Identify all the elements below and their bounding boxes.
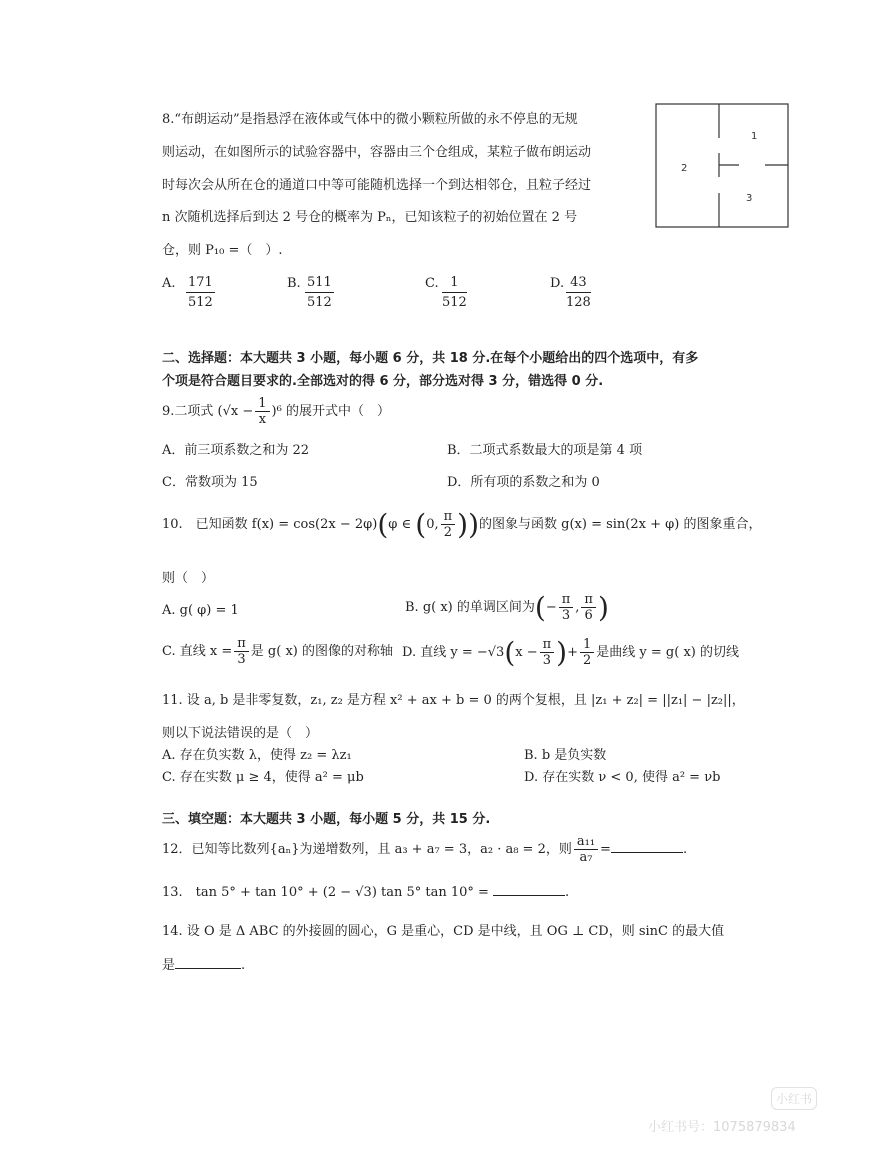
q10-option-b-num-2: π: [581, 592, 596, 608]
q10-stem-post: 的图象与函数 g(x) = sin(2x + φ) 的图象重合，: [479, 517, 762, 532]
q12-fraction-num: a₁₁: [574, 834, 598, 850]
q9-option-b: B．二项式系数最大的项是第 4 项: [447, 443, 643, 458]
q14-stem-line-2: [162, 954, 245, 973]
q10-option-b-den-1: 3: [561, 608, 571, 623]
q10-cond-fraction: [441, 509, 456, 540]
q10-cond-b: 0,: [426, 517, 439, 532]
q12-fraction: [574, 834, 598, 865]
q12-fraction-den: a₇: [579, 850, 593, 865]
q10-cond-den: 2: [443, 525, 452, 540]
q10-stem: 10. 已知函数 f(x) = cos(2x − 2φ)(φ ∈ (0, $\frac{\pi}{2}$ ))的图象与函数 g(x) = sin(2x + φ) 的图象重合，: [162, 508, 762, 541]
q8-option-b-den: 512: [307, 295, 332, 310]
q13-stem: [162, 881, 569, 900]
q8-option-c-den: 512: [442, 295, 467, 310]
q8-p10: P₁₀ =（ ）.: [205, 243, 283, 258]
q11-option-a: A. 存在负实数 λ，使得 z₂ = λz₁: [162, 748, 352, 763]
q8-line-4: n 次随机选择后到达 2 号仓的概率为 Pₙ，已知该粒子的初始位置在 2 号: [162, 210, 578, 225]
section-2-header-line-2: 个项是符合题目要求的.全部选对的得 6 分，部分选对得 3 分，错选得 0 分.: [162, 374, 604, 389]
q11-stem-line-2: 则以下说法错误的是（ ）: [162, 726, 319, 741]
q10-option-b-frac-1: [559, 592, 574, 623]
q8-option-d-num: 43: [566, 274, 591, 293]
q10-cond-num: π: [441, 509, 456, 525]
q8-line-5: [162, 239, 282, 258]
q13-end: .: [564, 885, 570, 900]
watermark-logo: 小红书: [771, 1087, 817, 1110]
q10-option-c-pre: C. 直线 x =: [162, 644, 233, 659]
q11-option-c: C. 存在实数 μ ≥ 4，使得 a² = μb: [162, 770, 364, 785]
q10-option-d-post: 是曲线 y = g( x) 的切线: [596, 645, 739, 660]
watermark-id: 小红书号：1075879834: [648, 1120, 796, 1135]
q10-option-b: B. g( x) 的单调区间为(− $\frac{\pi}{3}$ , $\frac{\pi}{6}$ ): [405, 591, 609, 624]
q10-option-b-pre: B. g( x) 的单调区间为: [405, 600, 535, 615]
q14-answer-blank[interactable]: [175, 956, 241, 969]
q10-option-d-pre: D. 直线 y = −√3: [402, 645, 505, 660]
q10-option-d-frac-2: [580, 637, 594, 668]
q10-option-d-plus: +: [567, 645, 578, 660]
q14-end: .: [241, 958, 246, 973]
chamber-3-label: 3: [746, 193, 753, 204]
q10-option-d-mid: x −: [515, 645, 538, 660]
q8-option-d-den: 128: [566, 295, 591, 310]
q9-fraction: [255, 396, 269, 427]
chamber-1-label: 1: [751, 131, 758, 142]
q8-line-3: 时每次会从所在仓的通道口中等可能随机选择一个到达相邻仓，且粒子经过: [162, 178, 592, 193]
q13-answer-blank[interactable]: [493, 883, 565, 896]
q11-stem-line-1: 11. 设 a, b 是非零复数，z₁, z₂ 是方程 x² + ax + b = 0 的两个复根，且 |z₁ + z₂| = ||z₁| − |z₂||，: [162, 693, 745, 708]
q8-option-c-num: 1: [442, 274, 467, 293]
q10-option-d-num: π: [540, 637, 555, 653]
q8-line-1: 8.“布朗运动”是指悬浮在液体或气体中的微小颗粒所做的永不停息的无规: [162, 112, 578, 127]
q9-stem-pre: 9.二项式 (√x −: [162, 404, 254, 419]
q8-option-a-letter: A.: [162, 276, 176, 291]
q8-option-c-fraction: [442, 274, 467, 313]
q9-option-d: D．所有项的系数之和为 0: [447, 475, 600, 490]
q10-then: 则（ ）: [162, 571, 215, 586]
q8-option-d-letter: D.: [550, 276, 565, 291]
q12-stem-pre: 12．已知等比数列{aₙ}为递增数列，且 a₃ + a₇ = 3，a₂ · a₈ = 2，则: [162, 842, 572, 857]
q10-option-d-den-2: 2: [583, 653, 592, 668]
q10-option-d-frac: [540, 637, 555, 668]
q11-option-d: D. 存在实数 ν < 0, 使得 a² = νb: [524, 770, 721, 785]
q10-option-c: [162, 636, 393, 667]
q10-option-c-num: π: [234, 636, 249, 652]
q10-option-c-post: 是 g( x) 的图像的对称轴: [250, 644, 393, 659]
q14-line-2-text: 是: [162, 958, 176, 973]
q10-option-d: D. 直线 y = −√3(x − $\frac{\pi}{3}$ )+ $\frac{1}{2}$ 是曲线 y = g( x) 的切线: [402, 636, 739, 669]
q10-option-a: A. g( φ) = 1: [162, 603, 239, 618]
q14-stem-line-1: 14. 设 O 是 Δ ABC 的外接圆的圆心，G 是重心，CD 是中线，且 OG ⊥ CD，则 sinC 的最大值: [162, 924, 725, 939]
q9-option-a: A．前三项系数之和为 22: [162, 443, 310, 458]
q10-option-b-num-1: π: [559, 592, 574, 608]
q10-option-d-den: 3: [542, 653, 552, 668]
q10-stem-pre: 10. 已知函数 f(x) = cos(2x − 2φ): [162, 517, 378, 532]
q9-stem: [162, 396, 390, 427]
q8-option-b-num: 511: [305, 274, 334, 293]
chamber-diagram: [655, 103, 789, 228]
q10-option-b-frac-2: [581, 592, 596, 623]
chamber-2-label: 2: [681, 163, 688, 174]
q9-fraction-num: 1: [255, 396, 269, 412]
q12-end: .: [682, 842, 688, 857]
q8-option-c-letter: C.: [425, 276, 439, 291]
q10-option-d-num-2: 1: [580, 637, 594, 653]
q12-equals: =: [600, 842, 611, 857]
q8-option-b-letter: B.: [287, 276, 301, 291]
q8-line-2: 则运动，在如图所示的试验容器中，容器由三个仓组成，某粒子做布朗运动: [162, 145, 592, 160]
q8-option-a-fraction: [186, 274, 215, 313]
q10-option-c-frac: [234, 636, 249, 667]
q9-option-c: C．常数项为 15: [162, 475, 258, 490]
q8-option-a-num: 171: [186, 274, 215, 293]
section-2-header-line-1: 二、选择题：本大题共 3 小题，每小题 6 分，共 18 分.在每个小题给出的四个选项中，有多: [162, 351, 699, 366]
q12-stem: [162, 834, 687, 865]
q9-fraction-den: x: [258, 412, 267, 427]
q9-stem-post: )⁶ 的展开式中（ ）: [271, 404, 390, 419]
q8-option-a-den: 512: [188, 295, 213, 310]
q12-answer-blank[interactable]: [611, 840, 683, 853]
q8-line-5-text: 仓，则: [162, 243, 202, 258]
q10-cond-a: φ ∈: [388, 517, 412, 532]
q10-option-b-den-2: 6: [584, 608, 593, 623]
q8-option-d-fraction: [566, 274, 591, 313]
q10-option-c-den: 3: [237, 652, 246, 667]
q13-text: 13. tan 5° + tan 10° + (2 − √3) tan 5° tan 10° =: [162, 885, 489, 900]
section-3-header: 三、填空题：本大题共 3 小题，每小题 5 分，共 15 分.: [162, 812, 491, 827]
q11-option-b: B. b 是负实数: [524, 748, 607, 763]
q8-option-b-fraction: [305, 274, 334, 313]
